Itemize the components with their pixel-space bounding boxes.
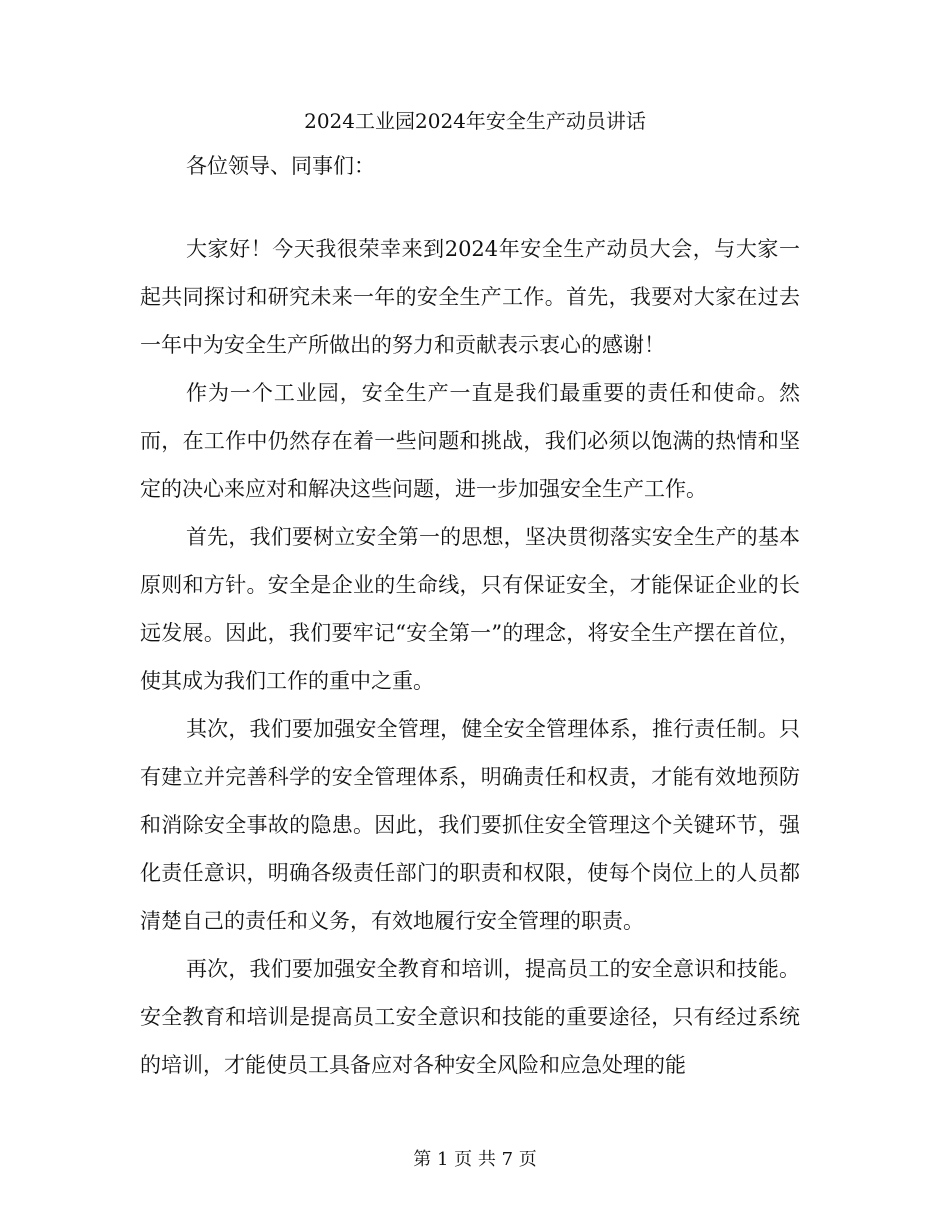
paragraph-1: 大家好！今天我很荣幸来到2024年安全生产动员大会，与大家一起共同探讨和研究未来一年的安全生产工作。首先，我要对大家在过去一年中为安全生产所做出的努力和贡献表示衷心的感谢！ [140,237,800,357]
document-body [140,225,800,1089]
salutation: 各位领导、同事们： [186,154,375,178]
paragraph-4: 其次，我们要加强安全管理，健全安全管理体系，推行责任制。只有建立并完善科学的安全管理体系，明确责任和权责，才能有效地预防和消除安全事故的隐患。因此，我们要抓住安全管理这个关键环节，强化责任意识，明确各级责任部门的职责和权限，使每个岗位上的人员都清楚自己的责任和义务，有效地履行安全管理的职责。 [140,717,800,933]
page-number-footer: 第 1 页 共 7 页 [413,1149,537,1170]
document-title: 2024工业园2024年安全生产动员讲话 [304,109,646,133]
paragraph-3: 首先，我们要树立安全第一的思想，坚决贯彻落实安全生产的基本原则和方针。安全是企业的生命线，只有保证安全，才能保证企业的长远发展。因此，我们要牢记“安全第一”的理念，将安全生产摆在首位，使其成为我们工作的重中之重。 [140,525,800,693]
paragraph-5: 再次，我们要加强安全教育和培训，提高员工的安全意识和技能。安全教育和培训是提高员工安全意识和技能的重要途径，只有经过系统的培训，才能使员工具备应对各种安全风险和应急处理的能 [140,957,800,1077]
paragraph-2: 作为一个工业园，安全生产一直是我们最重要的责任和使命。然而，在工作中仍然存在着一些问题和挑战，我们必须以饱满的热情和坚定的决心来应对和解决这些问题，进一步加强安全生产工作。 [140,381,800,501]
